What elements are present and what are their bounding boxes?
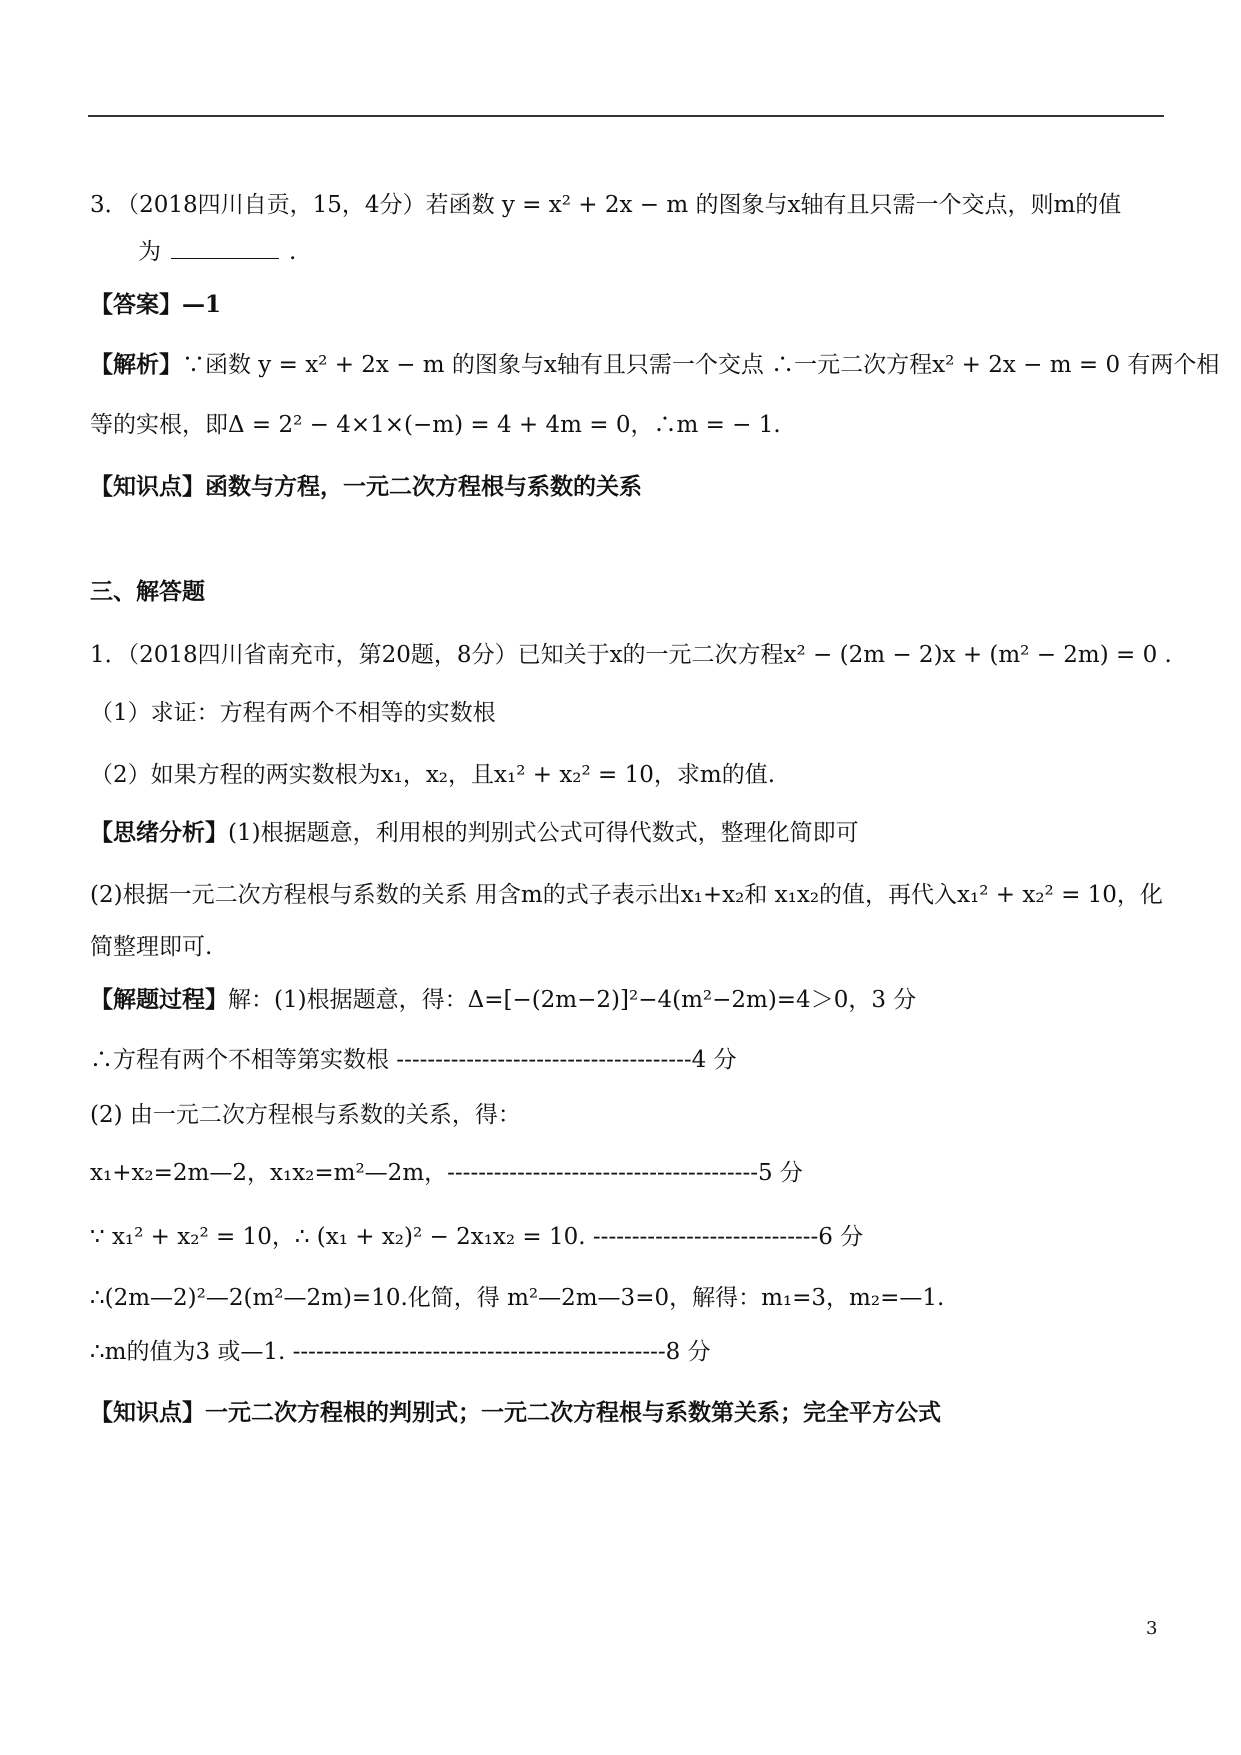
answer-line [90, 290, 221, 320]
answer-blank [171, 238, 279, 259]
thinking-label: 【思绪分析】 [90, 819, 228, 846]
section-heading: 三、解答题 [90, 578, 205, 605]
page-number: 3 [1146, 1618, 1158, 1639]
p1-sub2: （2）如果方程的两实数根为x₁，x₂，且x₁² + x₂² = 10，求m的值. [90, 762, 776, 788]
kp1-text: 函数与方程，一元二次方程根与系数的关系 [205, 473, 642, 500]
analysis-line1 [90, 350, 1219, 380]
solution-text1: 解：(1)根据题意，得：Δ=[−(2m−2)]²−4(m²−2m)=4＞0，3 分 [228, 987, 917, 1013]
thinking-line3: 简整理即可. [90, 934, 213, 960]
solution-line3: (2) 由一元二次方程根与系数的关系，得： [90, 1102, 521, 1128]
solution-line1 [90, 985, 916, 1015]
thinking-text1: (1)根据题意，利用根的判别式公式可得代数式，整理化简即可 [228, 820, 859, 846]
answer-label: 【答案】 [90, 291, 182, 318]
kp1-label: 【知识点】 [90, 473, 205, 500]
knowledge-point-1 [90, 472, 642, 502]
kp2-text: 一元二次方程根的判别式；一元二次方程根与系数第关系；完全平方公式 [205, 1399, 941, 1426]
q3-line1: 3．（2018四川自贡，15，4分）若函数 y = x² + 2x − m 的图象与x轴有且只需一个交点，则m的值 [90, 192, 1122, 218]
thinking-line2: (2)根据一元二次方程根与系数的关系 用含m的式子表示出x₁+x₂和 x₁x₂的值，再代入x₁² + x₂² = 10，化 [90, 882, 1163, 908]
answer-value: —1 [182, 291, 222, 318]
solution-line4: x₁+x₂=2m—2，x₁x₂=m²—2m，----------------------------------------5 分 [90, 1160, 803, 1186]
analysis-label: 【解析】 [90, 351, 182, 378]
solution-line5: ∵ x₁² + x₂² = 10，∴ (x₁ + x₂)² − 2x₁x₂ = 10. -----------------------------6 分 [90, 1224, 864, 1250]
solution-line6: ∴(2m—2)²—2(m²—2m)=10.化简，得 m²—2m—3=0，解得：m₁=3，m₂=—1. [90, 1285, 945, 1311]
analysis-line2: 等的实根，即Δ = 2² − 4×1×(−m) = 4 + 4m = 0，∴m = − 1. [90, 412, 781, 438]
thinking-line1 [90, 818, 859, 848]
header-rule [88, 115, 1164, 117]
knowledge-point-2 [90, 1398, 941, 1428]
solution-label: 【解题过程】 [90, 986, 228, 1013]
solution-line7: ∴m的值为3 或—1. ------------------------------------------------8 分 [90, 1339, 711, 1365]
p1-line1: 1．（2018四川省南充市，第20题，8分）已知关于x的一元二次方程x² − (2m − 2)x + (m² − 2m) = 0 . [90, 642, 1172, 668]
q3-line2 [138, 237, 296, 267]
q3-line2-pre: 为 [138, 239, 161, 265]
p1-sub1: （1）求证：方程有两个不相等的实数根 [90, 700, 496, 726]
analysis-text1: ∵函数 y = x² + 2x − m 的图象与x轴有且只需一个交点 ∴一元二次方程x² + 2x − m = 0 有两个相 [182, 352, 1220, 378]
solution-line2: ∴方程有两个不相等第实数根 --------------------------------------4 分 [90, 1047, 737, 1073]
q3-line2-post: . [289, 239, 297, 265]
kp2-label: 【知识点】 [90, 1399, 205, 1426]
